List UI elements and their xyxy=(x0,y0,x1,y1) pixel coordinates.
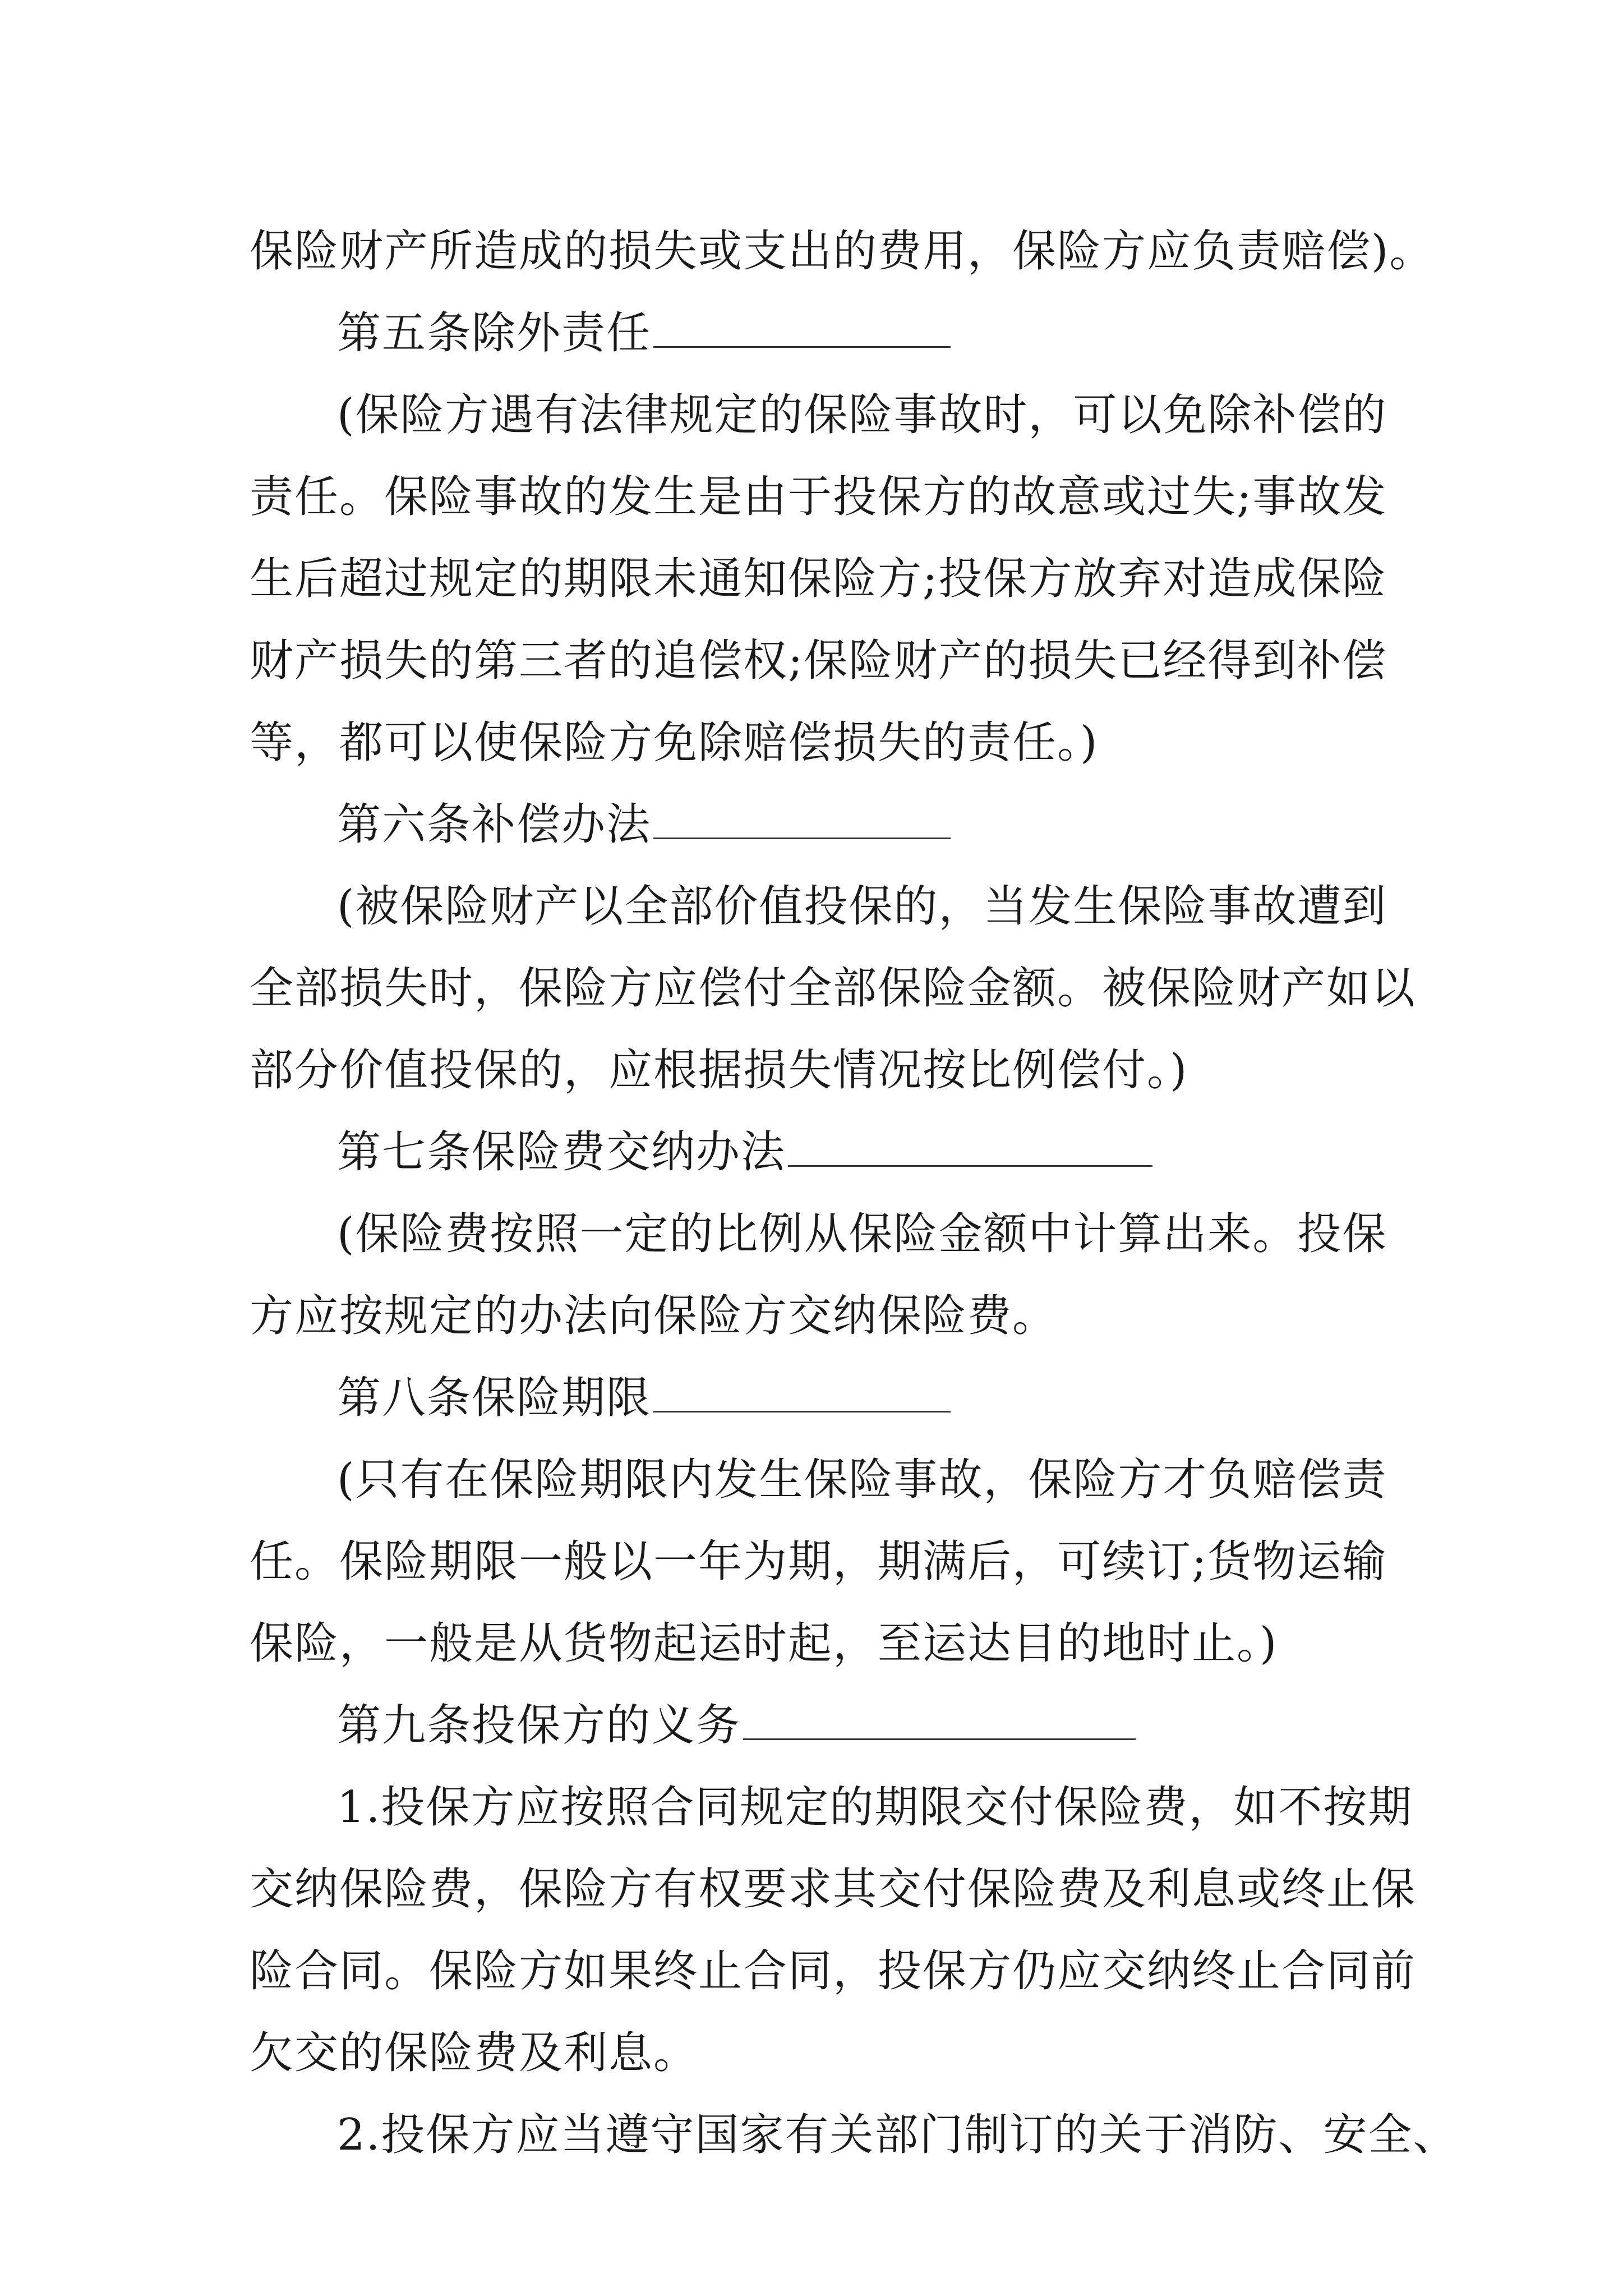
line-text: 方应按规定的办法向保险方交纳保险费。 xyxy=(250,1291,1058,1341)
text-line xyxy=(250,1603,1399,1685)
text-line xyxy=(250,538,1399,620)
line-text: 部分价值投保的，应根据损失情况按比例偿付。) xyxy=(250,1045,1188,1096)
fill-in-blank xyxy=(788,1130,1152,1167)
text-line xyxy=(250,1766,1413,1848)
text-line xyxy=(250,1029,1399,1111)
article-heading-6 xyxy=(250,784,1399,866)
line-text: (保险费按照一定的比例从保险金额中计算出来。投保 xyxy=(337,1209,1387,1259)
line-text: 交纳保险费，保险方有权要求其交付保险费及利息或终止保 xyxy=(250,1864,1417,1915)
text-line xyxy=(250,1930,1417,2012)
text-line xyxy=(250,1848,1417,1930)
heading-text: 第六条补偿办法 xyxy=(337,799,652,850)
line-text: (被保险财产以全部价值投保的，当发生保险事故遭到 xyxy=(337,881,1387,932)
line-text: 欠交的保险费及利息。 xyxy=(250,2028,699,2078)
fill-in-blank xyxy=(653,1376,951,1412)
line-text: 责任。保险事故的发生是由于投保方的故意或过失;事故发 xyxy=(250,472,1387,522)
line-text: 全部损失时，保险方应偿付全部保险金额。被保险财产如以 xyxy=(250,963,1417,1014)
line-text: 险合同。保险方如果终止合同，投保方仍应交纳终止合同前 xyxy=(250,1946,1417,1996)
text-line xyxy=(250,1193,1399,1275)
fill-in-blank xyxy=(743,1704,1136,1740)
article-heading-9 xyxy=(250,1685,1399,1766)
line-text: 等，都可以使保险方免除赔偿损失的责任。) xyxy=(250,717,1099,768)
text-line xyxy=(250,1521,1399,1603)
article-heading-7 xyxy=(250,1111,1399,1193)
text-line xyxy=(250,620,1399,702)
line-text: 生后超过规定的期限未通知保险方;投保方放弃对造成保险 xyxy=(250,554,1387,604)
fill-in-blank xyxy=(653,311,951,348)
fill-in-blank xyxy=(653,803,951,839)
text-line xyxy=(250,947,1417,1029)
heading-text: 第九条投保方的义务 xyxy=(337,1700,741,1751)
line-text: 保险财产所造成的损失或支出的费用，保险方应负责赔偿)。 xyxy=(250,226,1435,277)
text-line xyxy=(250,210,1435,292)
document-body xyxy=(250,210,1458,2176)
line-text: (只有在保险期限内发生保险事故，保险方才负赔偿责 xyxy=(337,1455,1387,1505)
text-line xyxy=(250,2012,1399,2094)
text-line xyxy=(250,2094,1458,2176)
text-line xyxy=(250,866,1399,947)
article-heading-5 xyxy=(250,292,1399,374)
line-text: 任。保险期限一般以一年为期，期满后，可续订;货物运输 xyxy=(250,1536,1387,1587)
text-line xyxy=(250,1439,1399,1521)
text-line xyxy=(250,456,1399,538)
line-text: 2.投保方应当遵守国家有关部门制订的关于消防、安全、 xyxy=(337,2110,1458,2160)
line-text: (保险方遇有法律规定的保险事故时，可以免除补偿的 xyxy=(337,390,1387,440)
text-line xyxy=(250,374,1399,456)
heading-text: 第七条保险费交纳办法 xyxy=(337,1127,786,1177)
line-text: 财产损失的第三者的追偿权;保险财产的损失已经得到补偿 xyxy=(250,636,1387,686)
heading-text: 第五条除外责任 xyxy=(337,308,652,358)
text-line xyxy=(250,702,1399,784)
line-text: 1.投保方应按照合同规定的期限交付保险费，如不按期 xyxy=(337,1782,1413,1833)
article-heading-8 xyxy=(250,1357,1399,1439)
heading-text: 第八条保险期限 xyxy=(337,1373,652,1423)
line-text: 保险，一般是从货物起运时起，至运达目的地时止。) xyxy=(250,1618,1278,1669)
text-line xyxy=(250,1275,1399,1357)
